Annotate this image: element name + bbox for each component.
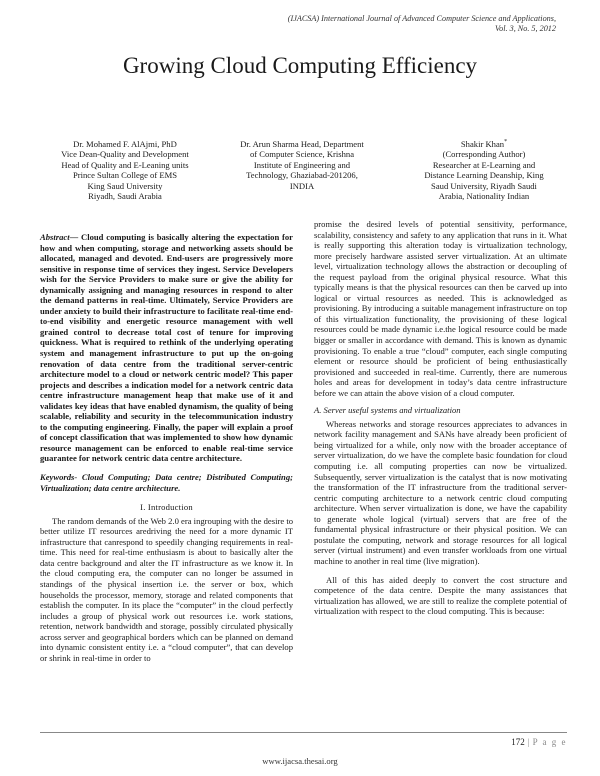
intro-paragraph: The random demands of the Web 2.0 era ingrouping with the desire to better utilize IT resources aredriving the need for a more dynamic IT infrastructure that canrespond to speedily changing requirements in real-time. This need for real-time enthusiasm is about to basically alter the data centre background and alter the IT infrastructure as we know it. In the cloud computing era, the computer can no longer be assumed in standings of the physical insertion i.e. the server or box, which households the processor, memory, storage and related components that establish the computer. In its place the “computer” in the cloud perfectly includes a group of physical work out resources i.e. work stations, retention, network bandwidth and storage, possibly circulated physically across server and geographical borders which can be planned on demand into dynamic consistent entity i.e. a “cloud computer”, that can develop or shrink in real-time in order to <box>40 515 293 663</box>
journal-header <box>196 14 556 34</box>
page-number: 172 <box>511 737 525 747</box>
page-number-block <box>511 737 567 747</box>
author-line: Researcher at E-Learning and <box>432 159 536 170</box>
author-line: Head of Quality and E-Leaning units <box>61 159 189 170</box>
right-column <box>314 219 567 617</box>
author-block-3 <box>400 139 568 201</box>
abstract <box>40 232 293 464</box>
author-line: Prince Sultan College of EMS <box>72 170 178 181</box>
left-column <box>40 232 293 663</box>
author-name: Shakir Khan <box>460 139 505 149</box>
body-paragraph: All of this has aided deeply to convert the cost structure and competence of the data centre. Despite the many assistances that virtualization has allowed, we are still to realize the complete potential of virtualization with respect to the cloud computing. This is because: <box>314 574 567 617</box>
journal-name: (IJACSA) International Journal of Advanced Computer Science and Applications, <box>287 14 556 23</box>
subsection-heading: A. Server useful systems and virtualization <box>314 405 461 416</box>
author-line: Arabia, Nationality Indian <box>438 191 530 202</box>
author-line: Technology, Ghaziabad-201206, <box>246 170 358 181</box>
author-line: Institute of Engineering and <box>253 159 351 170</box>
author-line: Dr. Mohamed F. AlAjmi, PhD <box>73 139 177 149</box>
page-label: P a g e <box>532 737 567 747</box>
section-heading-introduction: I. Introduction <box>140 502 193 513</box>
author-line: Distance Learning Deanship, King <box>424 170 544 181</box>
author-line: Vice Dean-Quality and Development <box>61 149 189 160</box>
journal-volume: Vol. 3, No. 5, 2012 <box>495 24 556 33</box>
author-block-2 <box>212 139 392 191</box>
paper-title: Growing Cloud Computing Efficiency <box>122 53 478 78</box>
abstract-label: Abstract— <box>40 232 79 242</box>
footer-url: www.ijacsa.thesai.org <box>262 756 338 766</box>
author-line: INDIA <box>289 180 315 191</box>
author-line: Dr. Arun Sharma Head, Department <box>240 139 364 149</box>
intro-paragraph-continued: promise the desired levels of potential sensitivity, performance, scalability, consistency and safety to any application that runs in it. What is really supporting this alteration today is virtualization technology, more precisely hardware assisted server virtualization. At an ultimate level, virtualization technology allows the abstraction or decoupling of the request payload from the original physical resource. What this typically means is that the physical resources can then be carved up into logical or virtual resources as needed. This is acknowledged as provisioning. By introducing a suitable management infrastructure on top of this virtualization functionality, the provisioning of these logical resources could be made dynamic i.e.the logical resource could be made bigger or smaller in accordance with demand. This is known as dynamic provisioning. To enable a true “cloud” computer, each single computing element or resource should be proficient of being enthusiastically provisioned and succeeded in real-time. Currently, there are numerous holes and areas for development in today’s data centre infrastructure before we can attain the above vision of a cloud computer. <box>314 219 567 398</box>
author-line: of Computer Science, Krishna <box>249 149 355 160</box>
footer-rule <box>40 732 567 733</box>
corresponding-mark: * <box>504 139 508 146</box>
author-block-1 <box>40 139 210 201</box>
author-line: King Saud University <box>87 180 163 191</box>
author-line: (Corresponding Author) <box>442 149 526 160</box>
keywords: Keywords- Cloud Computing; Data centre; Distributed Computing; Virtualization; data centre architecture. <box>40 472 293 493</box>
body-paragraph: Whereas networks and storage resources appreciates to advances in network facility management and SANs have already been proficient of being virtualized for a while, only now with the broader acceptance of server virtualization, do we have the complete basic foundation for cloud computing i.e. all computing properties can now be virtualized. Subsequently, server virtualization is the catalyst that is now motivating the transformation of the IT infrastructure from the traditional server-centric computing architecture to a network centric cloud computing architecture. When server virtualization is done, we have the capability to generate whole logical (virtual) servers that are free of the fundamental physical infrastructure or their physical position. We can postulate the computing, network and storage resources for all logical server (virtual instrument) and even transfer workloads from one virtual machine to another in real time (live migration). <box>314 418 567 566</box>
author-name-line <box>400 139 568 149</box>
abstract-text: Cloud computing is basically altering the expectation for how and when computing, storage and networking assets should be allocated, managed and devoted. End-users are progressively more sensitive in response time of services they ingest. Service Developers wish for the Service Providers to make sure or give the ability for dynamically assigning and managing resources in respond to alter the demand patterns in real-time. Ultimately, Service Providers are under anxiety to build their infrastructure to facilitate real-time end-to-end visibility and energetic resource management with well grained control to decrease total cost of tenure for improving quickness. What is required to rethink of the underlying operating system and management infrastructure to put up the on-going renovation of data centre from the traditional server-centric architecture model to a cloud or network centric model? This paper projects and describes a indication model for a network centric data centre infrastructure management heap that make use of it and validates key ideas that have enabled dynamism, the quality of being scalable, reliability and security in the telecommunication industry to the computing engineering. Finally, the paper will explain a proof of concept classification that was implemented to show how dynamic resource management can be enforced to enable real-time service guarantee for network centric data centre architecture. <box>40 232 293 464</box>
page-divider: | <box>527 737 530 747</box>
author-line: Saud University, Riyadh Saudi <box>431 180 537 191</box>
author-line: Riyadh, Saudi Arabia <box>88 191 162 202</box>
